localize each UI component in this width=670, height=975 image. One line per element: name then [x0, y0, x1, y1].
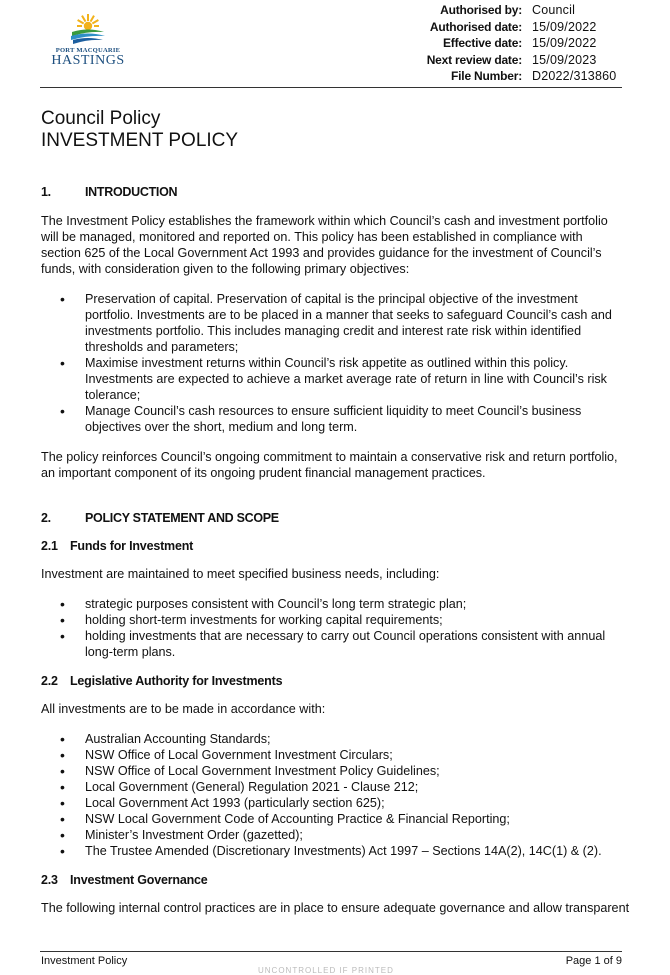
section-title: INTRODUCTION [85, 185, 178, 199]
subsection-title: Funds for Investment [70, 539, 194, 553]
subsection-number: 2.2 [41, 674, 58, 688]
list-item: • Minister’s Investment Order (gazetted); [41, 827, 626, 843]
meta-row-authorised-date [402, 19, 622, 36]
subsection-number: 2.3 [41, 873, 58, 887]
list-item: • Local Government Act 1993 (particularly section 625); [41, 795, 626, 811]
section-number: 1. [41, 185, 51, 199]
list-item: • Australian Accounting Standards; [41, 731, 626, 747]
meta-label: File Number: [451, 69, 522, 84]
meta-row-authorised-by [402, 2, 622, 19]
section-1-closing: The policy reinforces Council’s ongoing commitment to maintain a conservative risk and return portfolio, an important component of its ongoing prudent financial management practices. [41, 450, 618, 480]
subsection-2-1-heading [41, 539, 626, 553]
meta-value: 15/09/2022 [532, 36, 597, 51]
subsection-title: Investment Governance [70, 873, 208, 887]
header-divider [40, 87, 622, 88]
funds-list [41, 596, 626, 660]
council-logo [50, 12, 126, 70]
list-item: • holding short-term investments for working capital requirements; [41, 612, 626, 628]
logo-text-bottom: HASTINGS [51, 53, 125, 68]
legislation-list [41, 731, 626, 859]
document-metadata [402, 2, 622, 85]
footer-page-number: Page 1 of 9 [565, 955, 622, 967]
subsection-2-2-intro: All investments are to be made in accordance with: [41, 702, 326, 716]
footer-document-name: Investment Policy [41, 955, 128, 967]
subsection-2-3-intro: The following internal control practices are in place to ensure adequate governance and allow transparent [41, 901, 630, 915]
meta-row-file-number [402, 68, 622, 85]
list-item: • Maximise investment returns within Council’s risk appetite as outlined within this policy. Investments are expected to achieve a market average rate of return in line with Council’s risk tolerance; [41, 355, 626, 403]
meta-row-next-review-date [402, 52, 622, 69]
subsection-2-2-heading [41, 674, 626, 688]
list-item: • NSW Office of Local Government Investment Policy Guidelines; [41, 763, 626, 779]
list-item: • strategic purposes consistent with Council’s long term strategic plan; [41, 596, 626, 612]
meta-row-effective-date [402, 35, 622, 52]
title-line-2: INVESTMENT POLICY [41, 130, 239, 151]
meta-value: 15/09/2023 [532, 52, 597, 67]
document-title [41, 108, 626, 152]
meta-label: Effective date: [442, 36, 522, 51]
subsection-2-3-heading [41, 873, 626, 887]
list-item: • Preservation of capital. Preservation of capital is the principal objective of the investment portfolio. Investments are to be placed in a manner that seeks to safeguard Council’s cash and investments portfolio. This includes managing credit and interest rate risk within identified thresholds and parameters; [41, 291, 626, 355]
meta-value: Council [532, 3, 576, 18]
list-item: • The Trustee Amended (Discretionary Investments) Act 1997 – Sections 14A(2), 14C(1) & (2). [41, 843, 626, 859]
meta-label: Authorised date: [429, 19, 522, 34]
section-2-heading [41, 511, 626, 525]
list-item: • holding investments that are necessary to carry out Council operations consistent with annual long-term plans. [41, 628, 626, 660]
footer-print-notice: UNCONTROLLED IF PRINTED [258, 966, 394, 975]
subsection-number: 2.1 [41, 539, 58, 553]
list-item: • Manage Council’s cash resources to ensure sufficient liquidity to meet Council’s business objectives over the short, medium and long term. [41, 403, 626, 435]
subsection-title: Legislative Authority for Investments [70, 674, 283, 688]
list-item: • NSW Local Government Code of Accounting Practice & Financial Reporting; [41, 811, 626, 827]
meta-value: D2022/313860 [532, 69, 617, 84]
section-number: 2. [41, 511, 51, 525]
subsection-2-1-intro: Investment are maintained to meet specified business needs, including: [41, 567, 440, 581]
meta-label: Next review date: [426, 52, 522, 67]
section-1-heading [41, 185, 626, 199]
sunrise-logo-icon [66, 12, 110, 46]
footer-divider [40, 951, 622, 952]
logo-text-top: PORT MACQUARIE [55, 47, 121, 54]
list-item: • NSW Office of Local Government Investment Circulars; [41, 747, 626, 763]
objectives-list [41, 291, 626, 435]
document-body [41, 108, 630, 916]
section-1-intro: The Investment Policy establishes the framework within which Council’s cash and investment portfolio will be managed, monitored and reported on. This policy has been established in compliance with section 625 of the Local Government Act 1993 and provides guidance for the investment of Council’s funds, with consideration given to the following primary objectives: [41, 214, 608, 276]
section-title: POLICY STATEMENT AND SCOPE [85, 511, 279, 525]
meta-label: Authorised by: [440, 3, 522, 18]
title-line-1: Council Policy [41, 108, 161, 129]
meta-value: 15/09/2022 [532, 19, 597, 34]
list-item: • Local Government (General) Regulation 2021 - Clause 212; [41, 779, 626, 795]
